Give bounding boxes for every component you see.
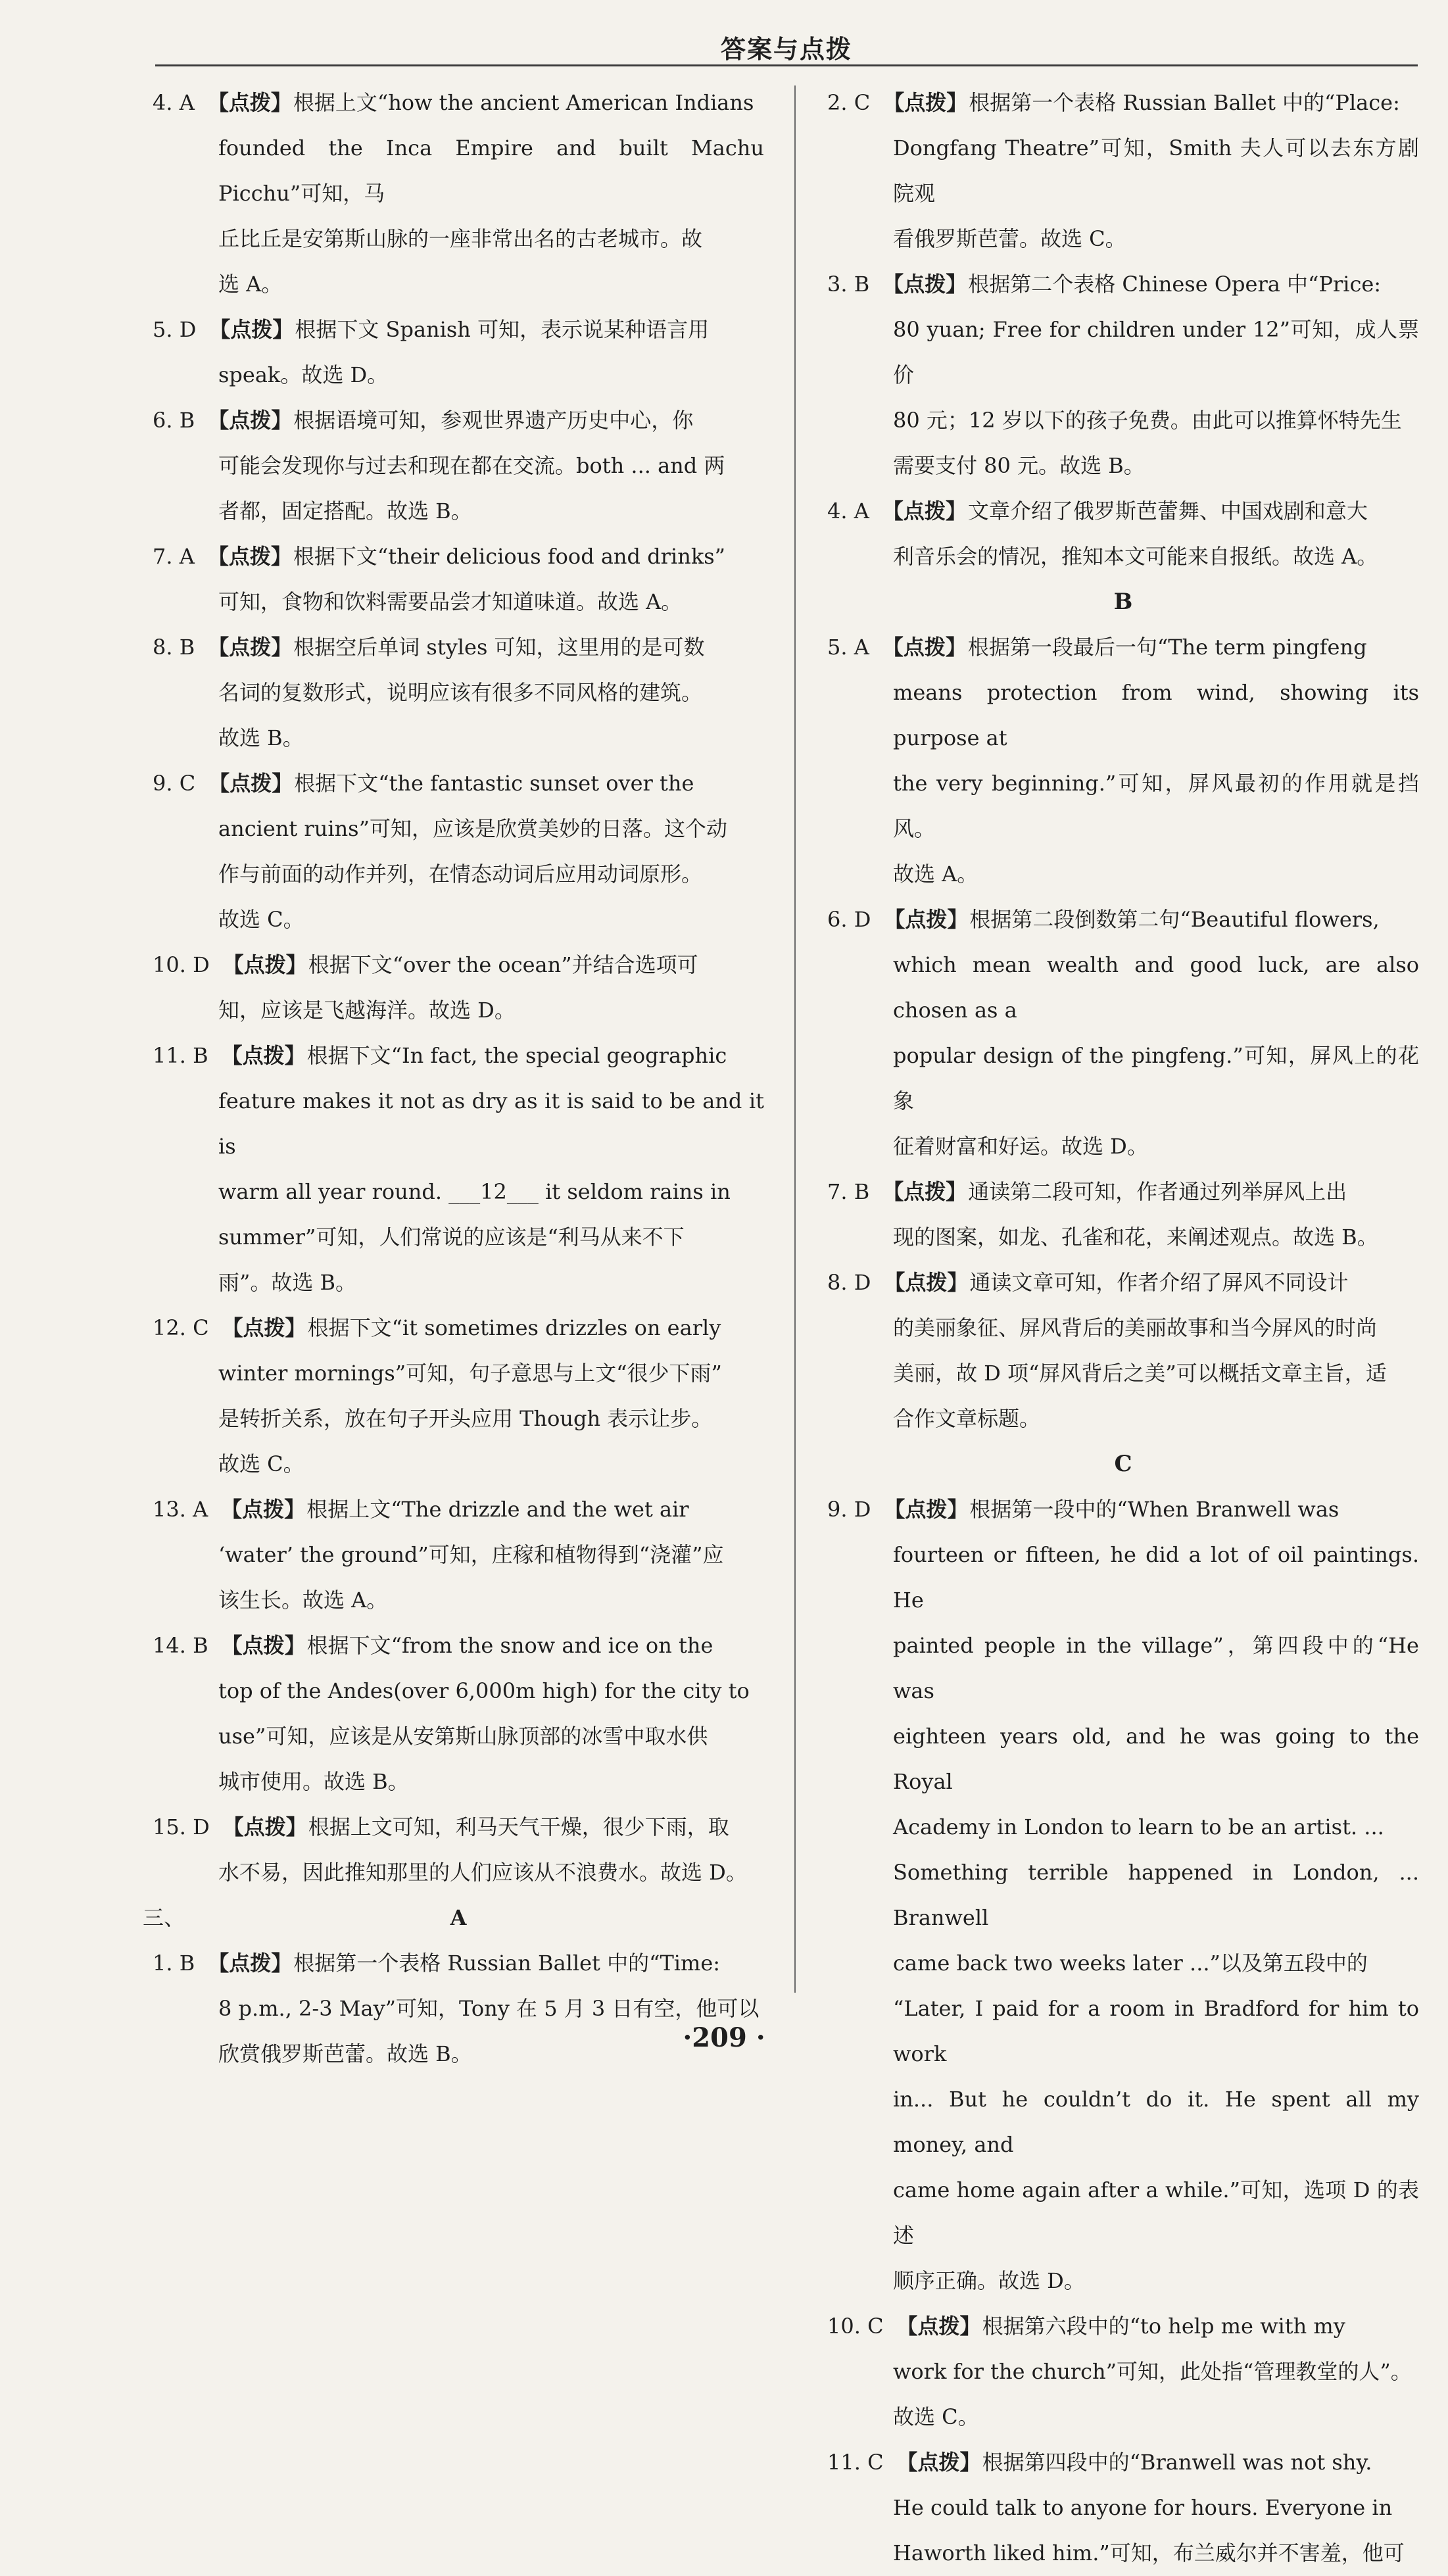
answer-item	[153, 761, 764, 942]
answer-text-line: 故选 C。	[893, 2404, 979, 2429]
hint-tag: 【点拨】	[222, 952, 307, 977]
right-answer-list-a	[827, 80, 1419, 579]
answer-text-line: popular design of the pingfeng.”可知，屏风上的花象	[893, 1043, 1419, 1113]
answer-number: 5. A	[827, 635, 869, 660]
answer-number: 2. C	[827, 90, 871, 115]
answer-text-line: summer”可知，人们常说的应该是“利马从来不下	[218, 1225, 685, 1250]
answer-number: 4. A	[153, 90, 195, 115]
answer-item	[153, 1805, 764, 1895]
answer-text-line: came back two weeks later ...”以及第五段中的	[893, 1951, 1368, 1976]
answer-text-line: 8 p.m., 2-3 May”可知，Tony 在 5 月 3 日有空，他可以	[218, 1996, 760, 2021]
answer-text: 根据上文“how the ancient American Indians	[293, 90, 754, 115]
answer-text-line: 者都，固定搭配。故选 B。	[218, 498, 472, 523]
hint-tag: 【点拨】	[209, 317, 294, 342]
right-answer-list-b	[827, 625, 1419, 1442]
hint-tag: 【点拨】	[221, 1633, 306, 1658]
answer-text-line: 故选 C。	[218, 907, 304, 932]
hint-tag: 【点拨】	[882, 272, 967, 297]
answer-text-line: fourteen or fifteen, he did a lot of oil paintings. He	[893, 1542, 1419, 1613]
answer-number: 12. C	[153, 1315, 209, 1340]
answer-text: 根据第二个表格 Chinese Opera 中“Price:	[968, 272, 1382, 297]
answer-text-line: Haworth liked him.”可知，布兰威尔并不害羞，他可	[893, 2540, 1405, 2565]
answer-text-line: 城市使用。故选 B。	[218, 1769, 409, 1794]
answer-text: 根据空后单词 styles 可知，这里用的是可数	[293, 635, 705, 660]
answer-item	[153, 1487, 764, 1623]
answer-text-line: He could talk to anyone for hours. Everyone in	[893, 2495, 1393, 2520]
answer-text-line: Something terrible happened in London, ... Branwell	[893, 1860, 1419, 1930]
answer-text-line: “Later, I paid for a room in Bradford for him to work	[893, 1996, 1419, 2066]
answer-text-line: 可能会发现你与过去和现在都在交流。both ... and 两	[218, 453, 725, 478]
answer-item	[153, 398, 764, 534]
answer-text: 根据第六段中的“to help me with my	[982, 2314, 1345, 2339]
answer-text-line: means protection from wind, showing its purpose at	[893, 680, 1419, 750]
answer-item	[827, 1260, 1419, 1442]
answer-text-line: 水不易，因此推知那里的人们应该从不浪费水。故选 D。	[218, 1860, 747, 1885]
answer-number: 7. B	[827, 1179, 870, 1204]
hint-tag: 【点拨】	[884, 1497, 969, 1522]
hint-tag: 【点拨】	[222, 1814, 307, 1839]
answer-text: 根据下文“In fact, the special geographic	[306, 1043, 727, 1068]
answer-text-line: ‘water’ the ground”可知，庄稼和植物得到“浇灌”应	[218, 1542, 724, 1567]
answer-item	[827, 80, 1419, 262]
answer-number: 11. B	[153, 1043, 208, 1068]
answer-text: 根据第一段中的“When Branwell was	[969, 1497, 1339, 1522]
hint-tag: 【点拨】	[207, 90, 292, 115]
answer-text-line: 是转折关系，放在句子开头应用 Though 表示让步。	[218, 1406, 713, 1431]
answer-text: 根据第一个表格 Russian Ballet 中的“Place:	[969, 90, 1400, 115]
answer-item	[827, 262, 1419, 489]
answer-text-line: 需要支付 80 元。故选 B。	[893, 453, 1145, 478]
hint-tag: 【点拨】	[884, 907, 969, 932]
answer-text: 根据第一个表格 Russian Ballet 中的“Time:	[293, 1951, 721, 1976]
answer-number: 15. D	[153, 1814, 210, 1839]
answer-text-line: 80 元；12 岁以下的孩子免费。由此可以推算怀特先生	[893, 408, 1402, 433]
answer-text-line: 雨”。故选 B。	[218, 1270, 357, 1295]
answer-text-line: 现的图案，如龙、孔雀和花，来阐述观点。故选 B。	[893, 1225, 1378, 1250]
answer-item	[827, 2440, 1419, 2576]
answer-text: 根据下文“the fantastic sunset over the	[294, 771, 694, 796]
hint-tag: 【点拨】	[883, 90, 968, 115]
answer-item	[153, 1305, 764, 1487]
answer-item	[827, 1169, 1419, 1260]
hint-tag: 【点拨】	[882, 498, 967, 523]
answer-text-line: 征着财富和好运。故选 D。	[893, 1134, 1148, 1159]
answer-item	[153, 80, 764, 307]
part-three-number: 三、	[143, 1905, 185, 1930]
answer-text-line: speak。故选 D。	[218, 362, 389, 387]
section-c-label: C	[1114, 1451, 1132, 1477]
answer-text-line: 看俄罗斯芭蕾。故选 C。	[893, 226, 1126, 251]
answer-number: 11. C	[827, 2450, 884, 2475]
answer-number: 6. D	[827, 907, 871, 932]
answer-item	[153, 625, 764, 761]
hint-tag: 【点拨】	[896, 2450, 981, 2475]
answer-number: 10. C	[827, 2314, 884, 2339]
answer-text-line: which mean wealth and good luck, are also chosen as a	[893, 952, 1419, 1023]
answer-number: 9. D	[827, 1497, 871, 1522]
answer-text: 通读文章可知，作者介绍了屏风不同设计	[969, 1270, 1349, 1295]
answer-number: 4. A	[827, 498, 869, 523]
answer-text-line: 可知，食物和饮料需要品尝才知道味道。故选 A。	[218, 589, 683, 614]
answer-text-line: use”可知，应该是从安第斯山脉顶部的冰雪中取水供	[218, 1724, 708, 1749]
answer-text-line: ancient ruins”可知，应该是欣赏美妙的日落。这个动	[218, 816, 727, 841]
page-header	[155, 26, 1418, 66]
answer-number: 6. B	[153, 408, 195, 433]
column-divider	[794, 85, 796, 1993]
answer-text: 根据下文 Spanish 可知，表示说某种语言用	[295, 317, 710, 342]
right-column	[827, 80, 1419, 2576]
answer-text: 根据下文“from the snow and ice on the	[306, 1633, 713, 1658]
answer-text-line: the very beginning.”可知，屏风最初的作用就是挡风。	[893, 771, 1419, 841]
answer-text-line: came home again after a while.”可知，选项 D 的表述	[893, 2177, 1419, 2248]
hint-tag: 【点拨】	[221, 1043, 306, 1068]
answer-text-line: 该生长。故选 A。	[218, 1588, 388, 1613]
page-number: ·209 ·	[683, 2022, 765, 2053]
hint-tag: 【点拨】	[222, 1315, 306, 1340]
answer-text-line: Academy in London to learn to be an artist. ...	[893, 1814, 1384, 1839]
answer-item	[153, 1941, 764, 2077]
answer-text: 根据第一段最后一句“The term pingfeng	[967, 635, 1367, 660]
answer-text-line: 故选 B。	[218, 725, 304, 750]
answer-text-line: 作与前面的动作并列，在情态动词后应用动词原形。	[218, 862, 703, 887]
answer-text-line: work for the church”可知，此处指“管理教堂的人”。	[893, 2359, 1412, 2384]
left-answer-list	[153, 80, 764, 1895]
answer-text-line: 故选 A。	[893, 862, 978, 887]
answer-text-line: 选 A。	[218, 272, 283, 297]
hint-tag: 【点拨】	[884, 1270, 969, 1295]
answer-number: 8. B	[153, 635, 195, 660]
answer-text-line: 利音乐会的情况，推知本文可能来自报纸。故选 A。	[893, 544, 1378, 569]
hint-tag: 【点拨】	[882, 1179, 967, 1204]
hint-tag: 【点拨】	[208, 408, 293, 433]
answer-text-line: warm all year round. ___12___ it seldom rains in	[218, 1179, 731, 1204]
answer-text-line: founded the Inca Empire and built Machu Picchu”可知，马	[218, 135, 764, 206]
hint-tag: 【点拨】	[208, 635, 293, 660]
hint-tag: 【点拨】	[208, 771, 293, 796]
header-title: 答案与点拨	[720, 35, 852, 64]
answer-text: 根据第四段中的“Branwell was not shy.	[982, 2450, 1372, 2475]
answer-text: 根据第二段倒数第二句“Beautiful flowers,	[969, 907, 1380, 932]
section-b-label: B	[1113, 589, 1133, 615]
answer-text: 根据语境可知，参观世界遗产历史中心，你	[293, 408, 694, 433]
answer-number: 5. D	[153, 317, 197, 342]
answer-number: 14. B	[153, 1633, 208, 1658]
answer-number: 13. A	[153, 1497, 208, 1522]
answer-item	[153, 1623, 764, 1805]
answer-text-line: 美丽，故 D 项“屏风背后之美”可以概括文章主旨，适	[893, 1361, 1387, 1386]
left-column	[143, 80, 764, 2077]
answer-text-line: eighteen years old, and he was going to the Royal	[893, 1724, 1419, 1794]
hint-tag: 【点拨】	[896, 2314, 981, 2339]
hint-tag: 【点拨】	[221, 1497, 306, 1522]
answer-number: 3. B	[827, 272, 870, 297]
answer-text-line: 名词的复数形式，说明应该有很多不同风格的建筑。	[218, 680, 703, 705]
hint-tag: 【点拨】	[207, 544, 292, 569]
answer-number: 7. A	[153, 544, 195, 569]
answer-text: 根据下文“their delicious food and drinks”	[293, 544, 725, 569]
answer-text: 根据上文“The drizzle and the wet air	[306, 1497, 689, 1522]
answer-item	[827, 489, 1419, 579]
answer-number: 8. D	[827, 1270, 871, 1295]
answer-text-line: 80 yuan; Free for children under 12”可知，成人票价	[893, 317, 1419, 387]
answer-text-line: 丘比丘是安第斯山脉的一座非常出名的古老城市。故	[218, 226, 703, 251]
hint-tag: 【点拨】	[882, 635, 967, 660]
answer-text-line: 顺序正确。故选 D。	[893, 2268, 1085, 2293]
answer-item	[153, 942, 764, 1033]
answer-text-line: feature makes it not as dry as it is said to be and it is	[218, 1088, 764, 1159]
part-three-heading	[143, 1895, 764, 1941]
answer-number: 10. D	[153, 952, 210, 977]
answer-text-line: top of the Andes(over 6,000m high) for the city to	[218, 1678, 750, 1703]
answer-item	[153, 1033, 764, 1305]
answer-text-line: winter mornings”可知，句子意思与上文“很少下雨”	[218, 1361, 722, 1386]
answer-item	[827, 2304, 1419, 2440]
answer-text-line: in... But he couldn’t do it. He spent all my money, and	[893, 2087, 1419, 2157]
answer-item	[827, 897, 1419, 1169]
answer-text: 根据下文“it sometimes drizzles on early	[307, 1315, 721, 1340]
answer-item	[827, 1487, 1419, 2304]
answer-number: 1. B	[153, 1951, 195, 1976]
answer-text-line: 知，应该是飞越海洋。故选 D。	[218, 998, 516, 1023]
answer-text-line: 欣赏俄罗斯芭蕾。故选 B。	[218, 2041, 472, 2066]
answer-text: 根据下文“over the ocean”并结合选项可	[308, 952, 698, 977]
answer-item	[153, 307, 764, 398]
answer-item	[827, 625, 1419, 897]
answer-text: 文章介绍了俄罗斯芭蕾舞、中国戏剧和意大	[967, 498, 1368, 523]
left-answer-list-after	[153, 1941, 764, 2077]
answer-text-line: 合作文章标题。	[893, 1406, 1041, 1431]
hint-tag: 【点拨】	[208, 1951, 293, 1976]
answer-item	[153, 534, 764, 625]
answer-number: 9. C	[153, 771, 196, 796]
answer-text: 通读第二段可知，作者通过列举屏风上出	[968, 1179, 1347, 1204]
answer-text-line: 的美丽象征、屏风背后的美丽故事和当今屏风的时尚	[893, 1315, 1378, 1340]
answer-text-line: Dongfang Theatre”可知，Smith 夫人可以去东方剧院观	[893, 135, 1419, 206]
answer-text: 根据上文可知，利马天气干燥，很少下雨，取	[308, 1814, 729, 1839]
answer-text-line: 故选 C。	[218, 1451, 304, 1476]
answer-text-line: painted people in the village”，第四段中的“He was	[893, 1633, 1419, 1703]
section-a-label: A	[450, 1905, 467, 1930]
